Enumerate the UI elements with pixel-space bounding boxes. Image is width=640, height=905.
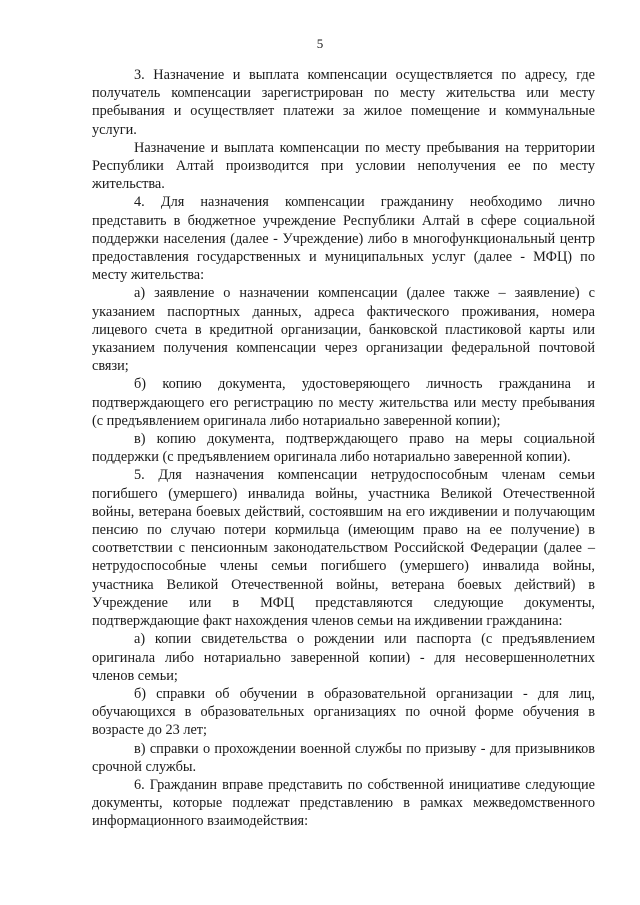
- paragraph-4-documents: 4. Для назначения компенсации гражданину необходимо лично представить в бюджетное учреждение Республики Алтай в сфере социальной поддержки населения (далее - Учреждение) либо в многофункциональный центр предоставления государственных и муниципальных услуг (далее - МФЦ) по месту жительства:: [92, 194, 595, 284]
- list-item-4b-identity-copy: б) копию документа, удостоверяющего личность гражданина и подтверждающего его регистрацию по месту жительства или месту пребывания (с предъявлением оригинала либо нотариально заверенной копии);: [92, 376, 595, 429]
- paragraph-5-family-members: 5. Для назначения компенсации нетрудоспособным членам семьи погибшего (умершего) инвалида войны, участника Великой Отечественной войны, ветерана боевых действий, состоявшим на его иждивении и получающим пенсию по случаю потери кормильца (имеющим право на ее получение) в соответствии с пенсионным законодательством Российской Федерации (далее – нетрудоспособные члены семьи погибшего (умершего) инвалида войны, участника Великой Отечественной войны, ветерана боевых действий) в Учреждение или в МФЦ представляются следующие документы, подтверждающие факт нахождения членов семьи на иждивении гражданина:: [92, 467, 595, 630]
- list-item-5a-birth-certificate: а) копии свидетельства о рождении или паспорта (с предъявлением оригинала либо нотариально заверенной копии) - для несовершеннолетних членов семьи;: [92, 631, 595, 684]
- page-number: 5: [316, 36, 324, 51]
- paragraph-3-address: 3. Назначение и выплата компенсации осуществляется по адресу, где получатель компенсации зарегистрирован по месту жительства или месту пребывания и осуществляет платежи за жилое помещение и коммунальные услуги.: [92, 67, 595, 138]
- list-item-5b-education-certificate: б) справки об обучении в образовательной организации - для лиц, обучающихся в образовательных организациях по очной форме обучения в возрасте до 23 лет;: [92, 685, 595, 739]
- paragraph-6-own-initiative: 6. Гражданин вправе представить по собственной инициативе следующие документы, которые подлежат представлению в рамках межведомственного информационного взаимодействия:: [92, 776, 595, 830]
- list-item-5c-military-service: в) справки о прохождении военной службы по призыву - для призывников срочной службы.: [92, 740, 595, 775]
- list-item-4a-application: а) заявление о назначении компенсации (далее также – заявление) с указанием паспортных данных, адреса фактического проживания, номера лицевого счета в кредитной организации, банковской пластиковой карты или указанием получения компенсации через организации федеральной почтовой связи;: [92, 285, 595, 375]
- list-item-4c-entitlement-copy: в) копию документа, подтверждающего право на меры социальной поддержки (с предъявлением оригинала либо нотариально заверенной копии).: [92, 431, 595, 466]
- document-body: [92, 66, 595, 831]
- paragraph-3-residence-stay: Назначение и выплата компенсации по месту пребывания на территории Республики Алтай производится при условии неполучения ее по месту жительства.: [92, 139, 595, 193]
